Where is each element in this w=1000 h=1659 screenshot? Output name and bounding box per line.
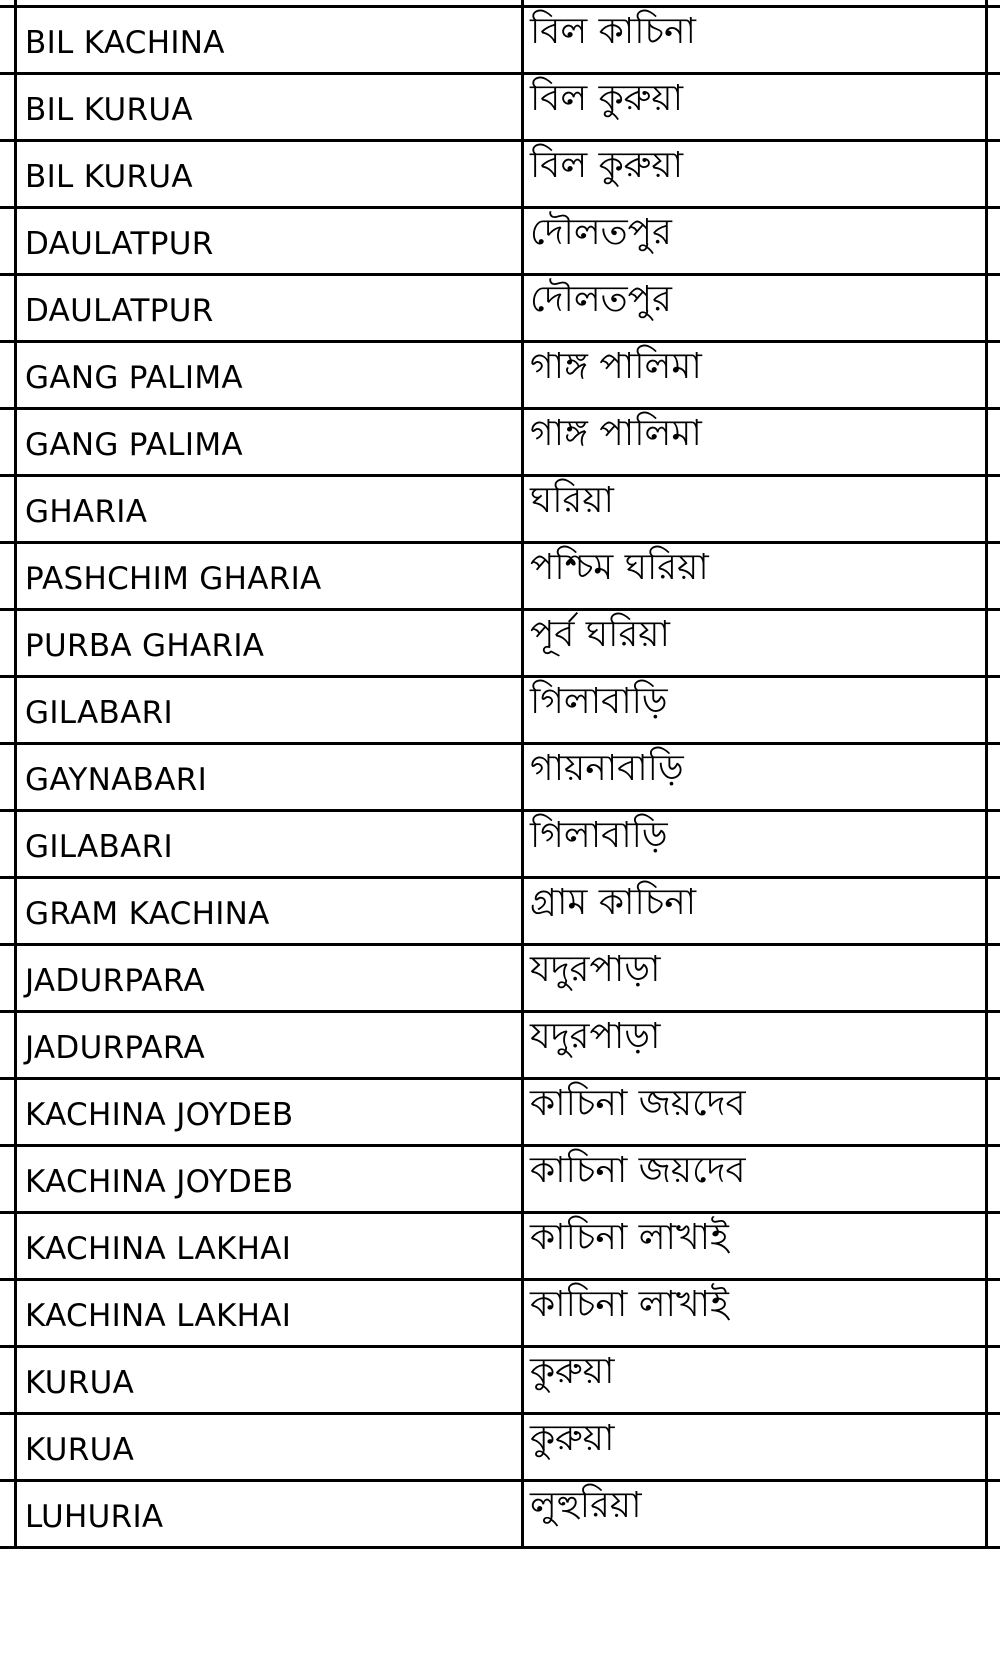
table-stub-cell [988,745,1000,809]
table-row [0,611,1000,678]
table-row [0,142,1000,209]
table-stub-cell [0,1013,17,1077]
table-stub-cell [988,276,1000,340]
bengali-name-cell: গিলাবাড়ি [524,812,988,876]
table-stub-cell [0,812,17,876]
table-row [0,477,1000,544]
table-stub-cell [988,8,1000,72]
table-stub-cell [0,678,17,742]
bengali-name-cell: দৌলতপুর [524,276,988,340]
table-row [0,1281,1000,1348]
bengali-name-cell: বিল কুরুয়া [524,142,988,206]
table-row [0,544,1000,611]
table-row [0,1080,1000,1147]
table-row [0,1348,1000,1415]
english-name-cell: BIL KURUA [17,142,524,206]
table-row [0,209,1000,276]
table-row [0,1482,1000,1549]
table-stub-cell [988,1080,1000,1144]
table-row [0,343,1000,410]
bengali-name-cell [524,0,988,5]
bengali-name-cell: কুরুয়া [524,1348,988,1412]
table-row [0,75,1000,142]
english-name-cell: GILABARI [17,678,524,742]
table-stub-cell [988,1482,1000,1546]
table-stub-cell [988,1281,1000,1345]
english-name-cell: PASHCHIM GHARIA [17,544,524,608]
table-row [0,879,1000,946]
table-stub-cell [0,879,17,943]
table-stub-cell [988,343,1000,407]
bengali-name-cell: লুহুরিয়া [524,1482,988,1546]
english-name-cell: GANG PALIMA [17,410,524,474]
table-stub-cell [0,209,17,273]
table-stub-cell [0,1415,17,1479]
table-stub-cell [0,0,17,5]
table-row [0,410,1000,477]
bengali-name-cell: গিলাবাড়ি [524,678,988,742]
english-name-cell: KACHINA LAKHAI [17,1214,524,1278]
bengali-name-cell: কাচিনা লাখাই [524,1281,988,1345]
table-stub-cell [0,1281,17,1345]
english-name-cell: GILABARI [17,812,524,876]
english-name-cell: GANG PALIMA [17,343,524,407]
bengali-name-cell: পূর্ব ঘরিয়া [524,611,988,675]
bengali-name-cell: পশ্চিম ঘরিয়া [524,544,988,608]
bengali-name-cell: বিল কাচিনা [524,8,988,72]
table-stub-cell [0,1080,17,1144]
english-name-cell: GHARIA [17,477,524,541]
english-name-cell: GAYNABARI [17,745,524,809]
english-name-cell: BIL KURUA [17,75,524,139]
table-row [0,1147,1000,1214]
table-row [0,678,1000,745]
english-name-cell: KURUA [17,1415,524,1479]
table-row [0,0,1000,8]
table-stub-cell [988,611,1000,675]
english-name-cell: DAULATPUR [17,276,524,340]
table-stub-cell [988,946,1000,1010]
bengali-name-cell: গ্রাম কাচিনা [524,879,988,943]
table-row [0,745,1000,812]
table-stub-cell [0,1482,17,1546]
english-name-cell [17,0,524,5]
table-row [0,1415,1000,1482]
bengali-name-cell: যদুরপাড়া [524,1013,988,1077]
table-stub-cell [988,1013,1000,1077]
table-row [0,812,1000,879]
table-stub-cell [988,879,1000,943]
bengali-name-cell: কাচিনা লাখাই [524,1214,988,1278]
table-row [0,8,1000,75]
table-stub-cell [0,1147,17,1211]
table-stub-cell [0,410,17,474]
english-name-cell: LUHURIA [17,1482,524,1546]
bengali-name-cell: যদুরপাড়া [524,946,988,1010]
english-name-cell: JADURPARA [17,946,524,1010]
english-name-cell: KACHINA LAKHAI [17,1281,524,1345]
english-name-cell: JADURPARA [17,1013,524,1077]
bengali-name-cell: কাচিনা জয়দেব [524,1147,988,1211]
table-stub-cell [0,1348,17,1412]
table-stub-cell [988,678,1000,742]
english-name-cell: BIL KACHINA [17,8,524,72]
table-stub-cell [0,946,17,1010]
table-stub-cell [0,477,17,541]
table-stub-cell [988,75,1000,139]
table-stub-cell [0,343,17,407]
english-name-cell: KACHINA JOYDEB [17,1147,524,1211]
table-stub-cell [988,1147,1000,1211]
table-row [0,946,1000,1013]
table-stub-cell [988,1214,1000,1278]
table-stub-cell [0,1214,17,1278]
table-stub-cell [988,1415,1000,1479]
english-name-cell: PURBA GHARIA [17,611,524,675]
table-stub-cell [988,0,1000,5]
table-stub-cell [0,75,17,139]
table-stub-cell [988,209,1000,273]
table-row [0,1214,1000,1281]
bengali-name-cell: দৌলতপুর [524,209,988,273]
bengali-name-cell: বিল কুরুয়া [524,75,988,139]
table-stub-cell [988,477,1000,541]
table-stub-cell [0,276,17,340]
english-name-cell: KURUA [17,1348,524,1412]
bengali-name-cell: গাঙ্গ পালিমা [524,410,988,474]
bengali-name-cell: গায়নাবাড়ি [524,745,988,809]
bengali-name-cell: গাঙ্গ পালিমা [524,343,988,407]
english-name-cell: DAULATPUR [17,209,524,273]
table-stub-cell [988,812,1000,876]
table-stub-cell [0,745,17,809]
bengali-name-cell: কাচিনা জয়দেব [524,1080,988,1144]
table-stub-cell [988,142,1000,206]
table-stub-cell [988,1348,1000,1412]
english-name-cell: GRAM KACHINA [17,879,524,943]
bengali-name-cell: কুরুয়া [524,1415,988,1479]
table-stub-cell [988,410,1000,474]
english-name-cell: KACHINA JOYDEB [17,1080,524,1144]
table-stub-cell [0,8,17,72]
bengali-name-cell: ঘরিয়া [524,477,988,541]
table-stub-cell [0,544,17,608]
table-row [0,276,1000,343]
table-stub-cell [988,544,1000,608]
table-stub-cell [0,142,17,206]
table-stub-cell [0,611,17,675]
table-row [0,1013,1000,1080]
